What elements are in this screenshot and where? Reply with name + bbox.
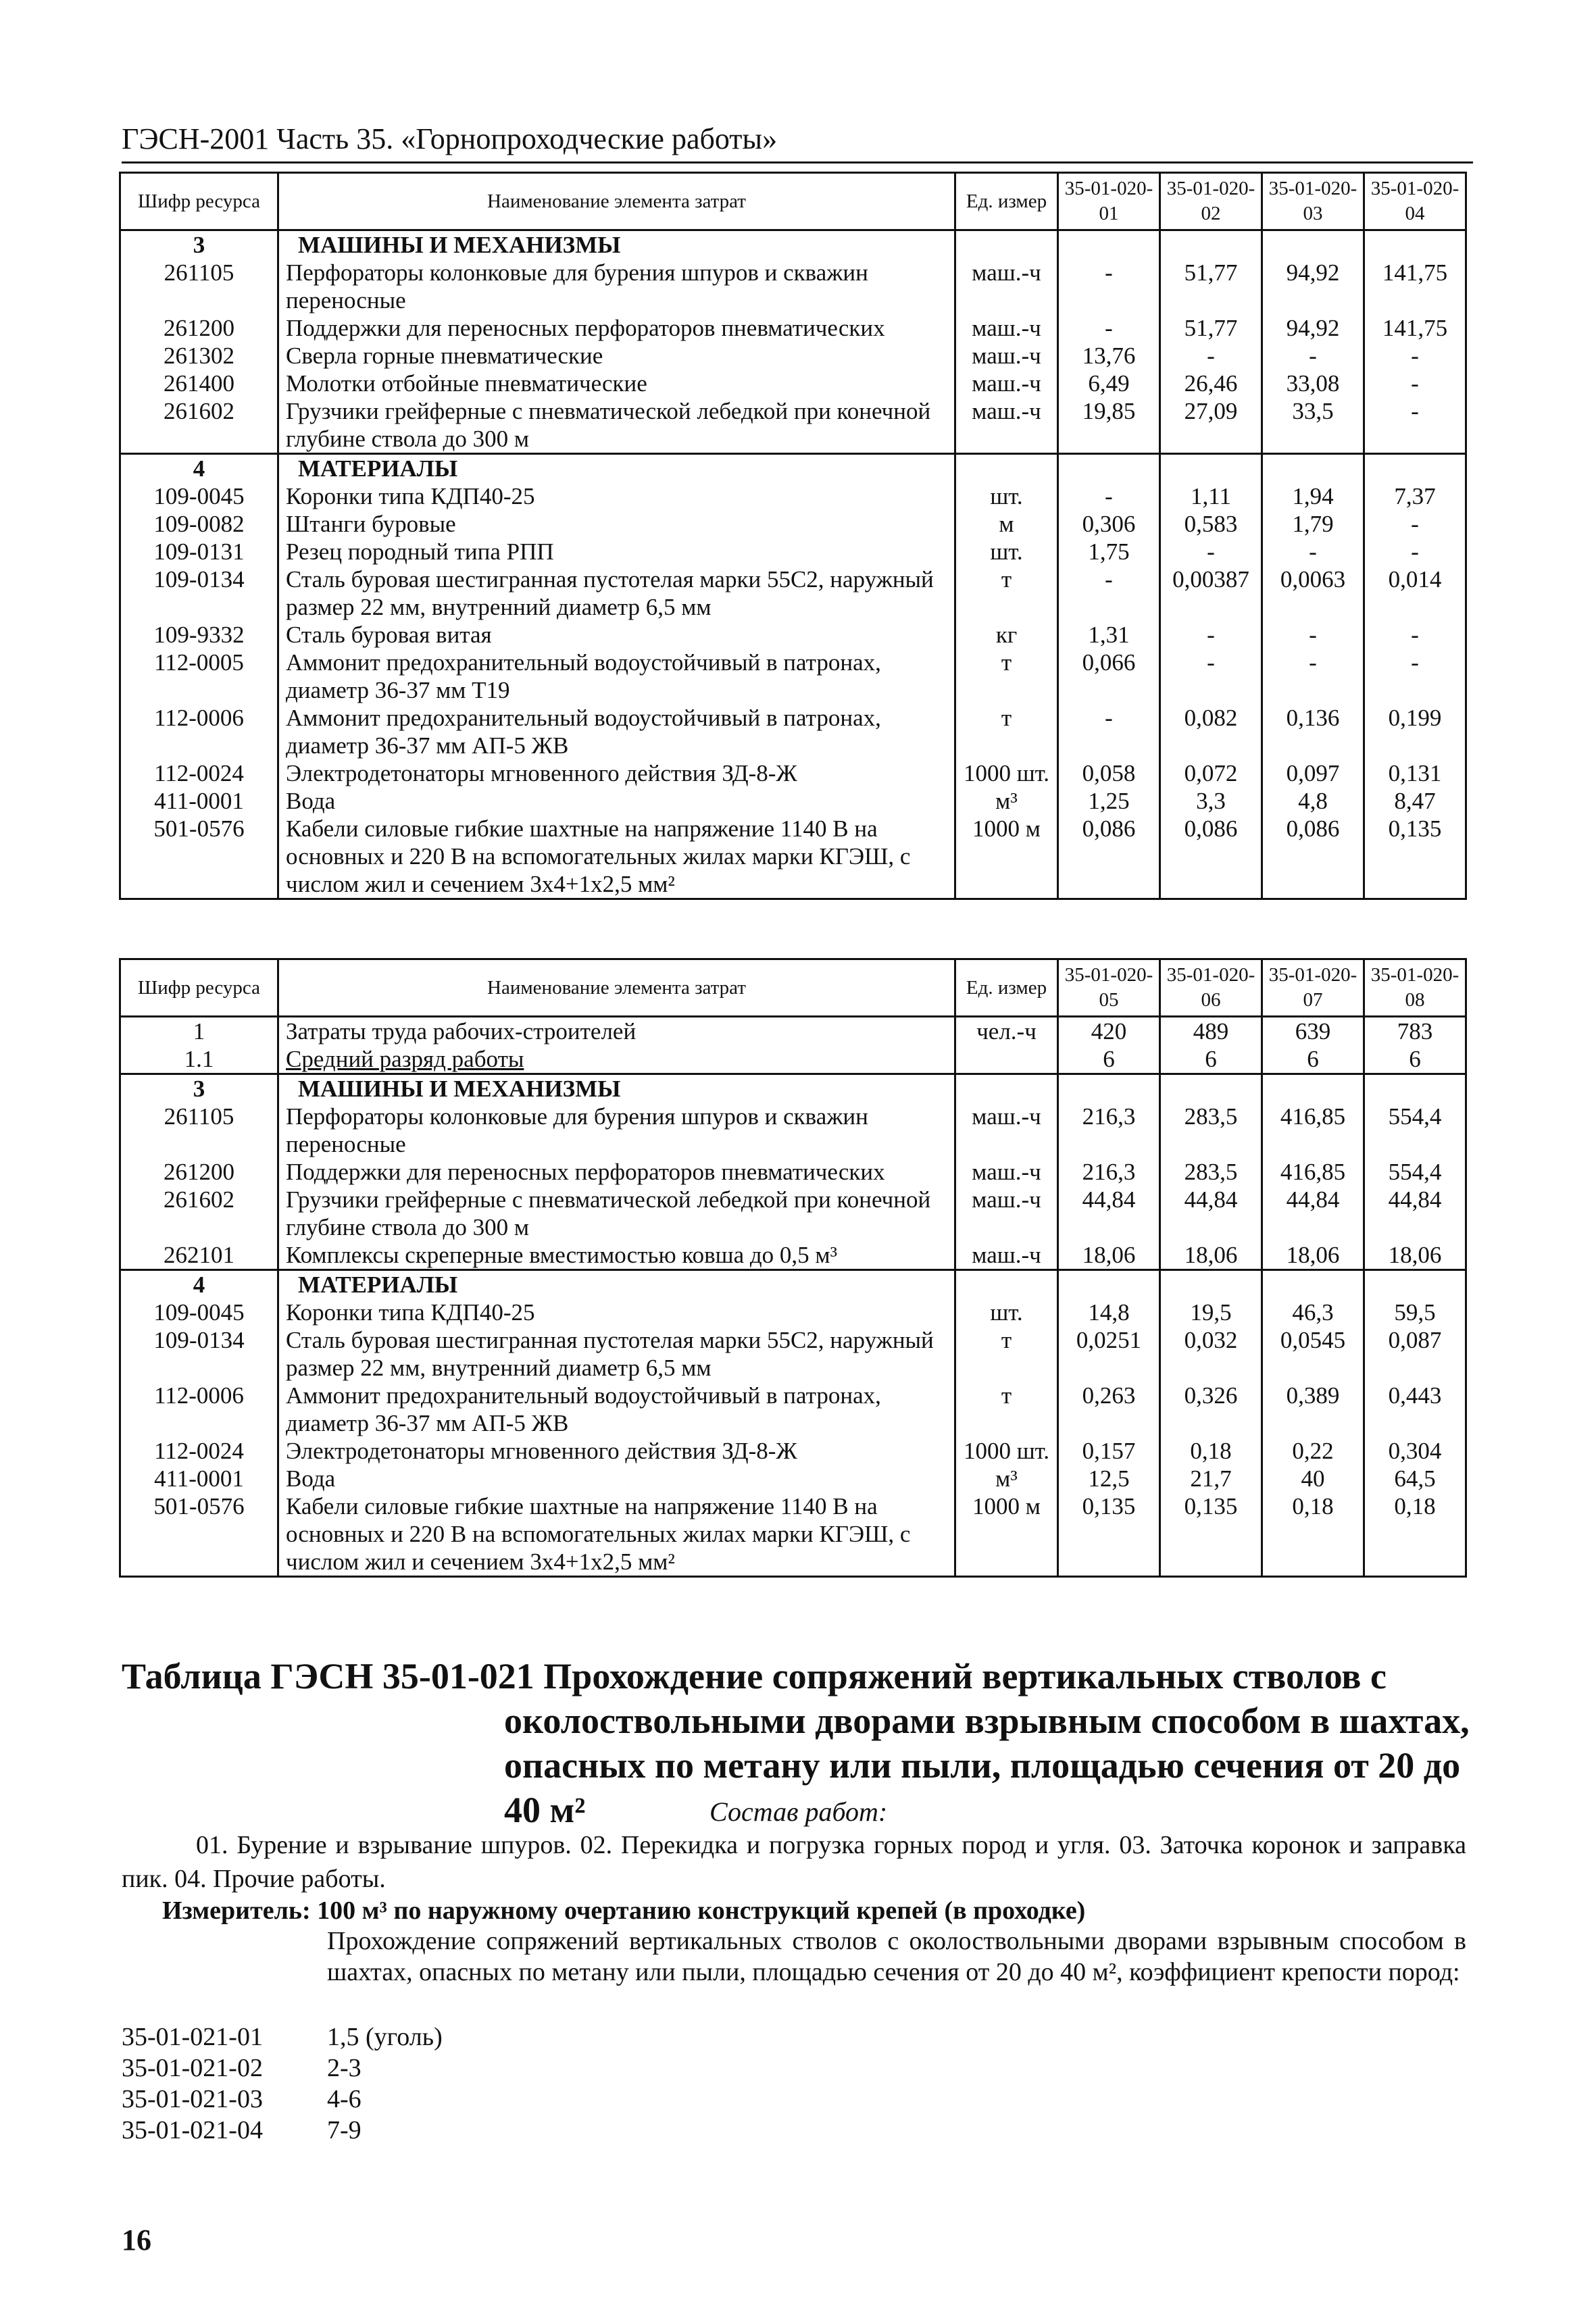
empty-cell [1160,230,1262,259]
empty-cell [955,1270,1058,1299]
resource-value: 44,84 [1160,1186,1262,1241]
resource-name: Вода [278,1465,955,1492]
resource-value: - [1262,621,1364,649]
resource-code: 261105 [120,259,278,314]
table-row [120,621,1466,649]
resource-value: 0,058 [1058,759,1160,787]
resource-code: 261200 [120,314,278,342]
resource-name: Затраты труда рабочих-строителей [278,1017,955,1046]
empty-cell [955,454,1058,483]
norm-code: 35-01-021-02 [122,2054,263,2082]
empty-cell [955,230,1058,259]
section-title: МАШИНЫ И МЕХАНИЗМЫ [278,230,955,259]
table-row [120,1241,1466,1270]
resource-code: 109-0045 [120,1299,278,1326]
table-body [120,230,1466,899]
resource-name: Кабели силовые гибкие шахтные на напряжение 1140 В на основных и 220 В на вспомогательных жилах марки КГЭШ, с числом жил и сечением 3х4+1х2,5 мм² [278,815,955,899]
resource-code: 261105 [120,1103,278,1158]
resource-value: 0,135 [1058,1492,1160,1577]
norm-code: 35-01-021-03 [122,2085,263,2113]
norm-description: Прохождение сопряжений вертикальных стволов с околоствольными дворами взрывным способом в шахтах, опасных по метану или пыли, площадью сечения от 20 до 40 м², коэффициент крепости пород: [327,1927,1466,1986]
resource-value: 3,3 [1160,787,1262,815]
empty-cell [955,1074,1058,1103]
norm-code-row [122,2084,443,2115]
resource-value: 8,47 [1364,787,1466,815]
resource-name: Кабели силовые гибкие шахтные на напряжение 1140 В на основных и 220 В на вспомогательных жилах марки КГЭШ, с числом жил и сечением 3х4+1х2,5 мм² [278,1492,955,1577]
table-header-row [120,959,1466,1017]
table-title-line: Таблица ГЭСН 35-01-021 Прохождение сопряжений вертикальных стволов с [122,1656,1387,1696]
resource-value: - [1364,649,1466,704]
resource-value: 0,304 [1364,1437,1466,1465]
resource-value: 1,79 [1262,510,1364,538]
resource-value: 6 [1364,1045,1466,1074]
resource-value: - [1058,565,1160,621]
resource-value: 0,306 [1058,510,1160,538]
resource-value: 0,583 [1160,510,1262,538]
table-row [120,704,1466,759]
section-row [120,230,1466,259]
resource-value: - [1058,704,1160,759]
resource-unit: маш.-ч [955,397,1058,454]
resource-value: - [1364,538,1466,565]
resource-value: 18,06 [1262,1241,1364,1270]
resource-value: 141,75 [1364,314,1466,342]
resource-value: 0,18 [1262,1492,1364,1577]
resource-value: 0,18 [1160,1437,1262,1465]
empty-cell [1262,1270,1364,1299]
resource-value: 4,8 [1262,787,1364,815]
resource-value: 416,85 [1262,1158,1364,1186]
resource-value: - [1364,370,1466,397]
resource-value: 7,37 [1364,482,1466,510]
resource-value: 0,263 [1058,1382,1160,1437]
header-col: 35-01-020-02 [1160,173,1262,230]
resource-unit: 1000 м [955,815,1058,899]
table-row [120,1465,1466,1492]
resource-value: 14,8 [1058,1299,1160,1326]
resource-value: - [1160,621,1262,649]
resource-value: 94,92 [1262,314,1364,342]
table-row [120,1103,1466,1158]
table-row [120,1437,1466,1465]
resource-value: 0,086 [1262,815,1364,899]
norm-code: 35-01-021-01 [122,2023,263,2051]
resource-unit: маш.-ч [955,259,1058,314]
resource-value: 19,85 [1058,397,1160,454]
resource-name: Молотки отбойные пневматические [278,370,955,397]
resource-name: Перфораторы колонковые для бурения шпуров и скважин переносные [278,1103,955,1158]
section-row [120,1270,1466,1299]
resource-code: 1.1 [120,1045,278,1074]
resource-name: Электродетонаторы мгновенного действия ЗД-8-Ж [278,1437,955,1465]
section-code: 4 [120,1270,278,1299]
header-unit: Ед. измер [955,959,1058,1017]
resource-value: 0,18 [1364,1492,1466,1577]
resource-value: - [1058,314,1160,342]
resource-code: 501-0576 [120,1492,278,1577]
resource-value: - [1364,342,1466,370]
section-row [120,1074,1466,1103]
resource-value: 0,131 [1364,759,1466,787]
resource-value: 141,75 [1364,259,1466,314]
header-code: Шифр ресурса [120,959,278,1017]
resource-value: 0,086 [1058,815,1160,899]
resource-code: 262101 [120,1241,278,1270]
resource-value: - [1364,397,1466,454]
resource-value: 554,4 [1364,1103,1466,1158]
resource-value: 0,326 [1160,1382,1262,1437]
resource-value: 33,5 [1262,397,1364,454]
resource-unit: т [955,649,1058,704]
header-unit: Ед. измер [955,173,1058,230]
resource-name: Средний разряд работы [278,1045,955,1074]
resource-value: - [1160,538,1262,565]
header-col: 35-01-020-07 [1262,959,1364,1017]
resource-value: 0,072 [1160,759,1262,787]
resource-name: Аммонит предохранительный водоустойчивый в патронах, диаметр 36-37 мм АП-5 ЖВ [278,704,955,759]
resource-code: 112-0006 [120,704,278,759]
resource-value: 639 [1262,1017,1364,1046]
header-col: 35-01-020-05 [1058,959,1160,1017]
empty-cell [1262,1074,1364,1103]
resource-value: 0,0251 [1058,1326,1160,1382]
resource-unit: шт. [955,538,1058,565]
header-col: 35-01-020-01 [1058,173,1160,230]
header-col: 35-01-020-03 [1262,173,1364,230]
norm-code-row [122,2115,443,2146]
resource-unit: т [955,565,1058,621]
resource-value: 27,09 [1160,397,1262,454]
resource-value: 489 [1160,1017,1262,1046]
resource-name: Поддержки для переносных перфораторов пневматических [278,1158,955,1186]
table-row [120,1492,1466,1577]
header-name: Наименование элемента затрат [278,173,955,230]
header-col: 35-01-020-04 [1364,173,1466,230]
section-row [120,454,1466,483]
table-row [120,1299,1466,1326]
empty-cell [1262,230,1364,259]
page-number: 16 [122,2223,151,2257]
resource-code: 1 [120,1017,278,1046]
resource-unit: чел.-ч [955,1017,1058,1046]
resource-value: 44,84 [1262,1186,1364,1241]
table-row [120,538,1466,565]
resource-value: - [1058,482,1160,510]
empty-cell [1058,1074,1160,1103]
resource-unit: 1000 шт. [955,759,1058,787]
section-title: МАТЕРИАЛЫ [278,454,955,483]
resource-code: 261602 [120,1186,278,1241]
resource-value: 0,157 [1058,1437,1160,1465]
section-code: 4 [120,454,278,483]
resource-value: 51,77 [1160,314,1262,342]
resource-code: 109-0134 [120,1326,278,1382]
measure-value: 100 м³ по наружному очертанию конструкций крепей (в проходке) [317,1896,1086,1925]
resource-value: 0,087 [1364,1326,1466,1382]
table-row [120,759,1466,787]
resource-code: 112-0024 [120,759,278,787]
resource-value: 1,94 [1262,482,1364,510]
norm-code-list [122,2021,443,2146]
resource-table-1 [119,172,1467,900]
resource-value: 0,135 [1364,815,1466,899]
resource-value: 44,84 [1364,1186,1466,1241]
section-code: 3 [120,230,278,259]
empty-cell [1160,454,1262,483]
resource-value: 0,22 [1262,1437,1364,1465]
resource-code: 109-9332 [120,621,278,649]
table-row [120,565,1466,621]
resource-code: 109-0082 [120,510,278,538]
norm-code-value: 4-6 [327,2085,361,2113]
empty-cell [1364,230,1466,259]
empty-cell [1058,454,1160,483]
resource-unit: т [955,1326,1058,1382]
resource-unit: маш.-ч [955,1158,1058,1186]
empty-cell [1364,1270,1466,1299]
resource-value: - [1058,259,1160,314]
resource-value: 51,77 [1160,259,1262,314]
empty-cell [1160,1270,1262,1299]
resource-code: 411-0001 [120,1465,278,1492]
resource-value: 6 [1160,1045,1262,1074]
resource-name: Вода [278,787,955,815]
norm-code-row [122,2053,443,2084]
table-row [120,1017,1466,1046]
table-row [120,1186,1466,1241]
resource-value: - [1262,649,1364,704]
resource-value: 40 [1262,1465,1364,1492]
resource-value: 12,5 [1058,1465,1160,1492]
resource-code: 261602 [120,397,278,454]
norm-code-value: 2-3 [327,2054,361,2082]
resource-value: 6 [1262,1045,1364,1074]
norm-code: 35-01-021-04 [122,2116,263,2144]
resource-value: 0,082 [1160,704,1262,759]
resource-value: 783 [1364,1017,1466,1046]
resource-value: 0,443 [1364,1382,1466,1437]
table-row [120,342,1466,370]
resource-unit: т [955,704,1058,759]
resource-value: 0,00387 [1160,565,1262,621]
table-header-row [120,173,1466,230]
resource-name: Комплексы скреперные вместимостью ковша до 0,5 м³ [278,1241,955,1270]
table-body [120,1017,1466,1577]
table-row [120,314,1466,342]
table-row [120,815,1466,899]
norm-code-value: 1,5 (уголь) [327,2023,443,2051]
table-row [120,787,1466,815]
resource-unit: маш.-ч [955,1241,1058,1270]
resource-value: 0,086 [1160,815,1262,899]
section-title: МАШИНЫ И МЕХАНИЗМЫ [278,1074,955,1103]
resource-value: - [1262,538,1364,565]
table-row [120,1158,1466,1186]
resource-value: 283,5 [1160,1158,1262,1186]
measure-label: Измеритель: [162,1896,311,1925]
table-row [120,1382,1466,1437]
header-col: 35-01-020-08 [1364,959,1466,1017]
header-col: 35-01-020-06 [1160,959,1262,1017]
empty-cell [1364,454,1466,483]
section-title: МАТЕРИАЛЫ [278,1270,955,1299]
resource-code: 112-0006 [120,1382,278,1437]
empty-cell [1160,1074,1262,1103]
table-row [120,482,1466,510]
resource-value: 18,06 [1160,1241,1262,1270]
table-row [120,1326,1466,1382]
resource-unit: т [955,1382,1058,1437]
resource-value: 1,11 [1160,482,1262,510]
empty-cell [1262,454,1364,483]
resource-value: 1,31 [1058,621,1160,649]
resource-value: - [1364,510,1466,538]
resource-name: Электродетонаторы мгновенного действия ЗД-8-Ж [278,759,955,787]
resource-unit: маш.-ч [955,1103,1058,1158]
resource-value: 13,76 [1058,342,1160,370]
resource-value: 94,92 [1262,259,1364,314]
resource-value: - [1262,342,1364,370]
resource-value: - [1364,621,1466,649]
resource-unit: маш.-ч [955,314,1058,342]
resource-value: 0,135 [1160,1492,1262,1577]
resource-code: 261400 [120,370,278,397]
table-row [120,370,1466,397]
resource-value: - [1160,342,1262,370]
resource-unit: маш.-ч [955,370,1058,397]
resource-value: 1,75 [1058,538,1160,565]
resource-value: 420 [1058,1017,1160,1046]
resource-value: 46,3 [1262,1299,1364,1326]
resource-unit: маш.-ч [955,342,1058,370]
resource-value: 0,066 [1058,649,1160,704]
resource-value: 0,199 [1364,704,1466,759]
header-code: Шифр ресурса [120,173,278,230]
resource-value: - [1160,649,1262,704]
resource-value: 26,46 [1160,370,1262,397]
resource-value: 0,0545 [1262,1326,1364,1382]
resource-value: 64,5 [1364,1465,1466,1492]
table-row [120,259,1466,314]
table-row [120,649,1466,704]
resource-unit: 1000 м [955,1492,1058,1577]
resource-unit: кг [955,621,1058,649]
resource-value: 21,7 [1160,1465,1262,1492]
resource-name: Перфораторы колонковые для бурения шпуров и скважин переносные [278,259,955,314]
work-composition-text: 01. Бурение и взрывание шпуров. 02. Перекидка и погрузка горных пород и угля. 03. Заточка коронок и заправка пик. 04. Прочие работы. [122,1831,1466,1893]
resource-value: 0,389 [1262,1382,1364,1437]
table-title-line: околоствольными дворами взрывным способом в шахтах, [504,1701,1470,1741]
resource-name: Грузчики грейферные с пневматической лебедкой при конечной глубине ствола до 300 м [278,1186,955,1241]
empty-cell [1058,1270,1160,1299]
resource-value: 0,136 [1262,704,1364,759]
resource-code: 112-0005 [120,649,278,704]
resource-table-2 [119,958,1467,1578]
work-composition-label: Состав работ: [709,1796,888,1827]
table-title-line: опасных по метану или пыли, площадью сечения от 20 до 40 м² [504,1745,1461,1830]
resource-unit [955,1045,1058,1074]
table-row [120,510,1466,538]
resource-unit: м³ [955,1465,1058,1492]
resource-code: 112-0024 [120,1437,278,1465]
resource-value: 216,3 [1058,1158,1160,1186]
resource-value: 554,4 [1364,1158,1466,1186]
resource-value: 0,032 [1160,1326,1262,1382]
table-row [120,397,1466,454]
resource-code: 261200 [120,1158,278,1186]
page-header: ГЭСН-2001 Часть 35. «Горнопроходческие работы» [122,122,1473,164]
resource-value: 44,84 [1058,1186,1160,1241]
empty-cell [1058,230,1160,259]
resource-name: Сталь буровая шестигранная пустотелая марки 55С2, наружный размер 22 мм, внутренний диаметр 6,5 мм [278,565,955,621]
resource-name: Сверла горные пневматические [278,342,955,370]
resource-unit: 1000 шт. [955,1437,1058,1465]
resource-value: 0,097 [1262,759,1364,787]
resource-value: 1,25 [1058,787,1160,815]
empty-cell [1364,1074,1466,1103]
resource-code: 261302 [120,342,278,370]
resource-value: 216,3 [1058,1103,1160,1158]
resource-unit: м³ [955,787,1058,815]
resource-code: 109-0134 [120,565,278,621]
resource-unit: шт. [955,1299,1058,1326]
resource-unit: маш.-ч [955,1186,1058,1241]
resource-name: Аммонит предохранительный водоустойчивый в патронах, диаметр 36-37 мм АП-5 ЖВ [278,1382,955,1437]
resource-name: Штанги буровые [278,510,955,538]
resource-value: 18,06 [1058,1241,1160,1270]
resource-name: Грузчики грейферные с пневматической лебедкой при конечной глубине ствола до 300 м [278,397,955,454]
resource-unit: м [955,510,1058,538]
section-code: 3 [120,1074,278,1103]
resource-value: 59,5 [1364,1299,1466,1326]
resource-name: Поддержки для переносных перфораторов пневматических [278,314,955,342]
resource-value: 18,06 [1364,1241,1466,1270]
resource-value: 0,014 [1364,565,1466,621]
resource-value: 6,49 [1058,370,1160,397]
resource-value: 6 [1058,1045,1160,1074]
resource-name: Сталь буровая витая [278,621,955,649]
norm-code-value: 7-9 [327,2116,361,2144]
resource-value: 33,08 [1262,370,1364,397]
resource-value: 19,5 [1160,1299,1262,1326]
resource-name: Коронки типа КДП40-25 [278,482,955,510]
resource-code: 411-0001 [120,787,278,815]
header-name: Наименование элемента затрат [278,959,955,1017]
resource-value: 283,5 [1160,1103,1262,1158]
resource-unit: шт. [955,482,1058,510]
norm-code-row [122,2021,443,2053]
resource-name: Коронки типа КДП40-25 [278,1299,955,1326]
resource-value: 0,0063 [1262,565,1364,621]
resource-code: 109-0131 [120,538,278,565]
resource-name: Аммонит предохранительный водоустойчивый в патронах, диаметр 36-37 мм Т19 [278,649,955,704]
resource-value: 416,85 [1262,1103,1364,1158]
resource-code: 501-0576 [120,815,278,899]
resource-code: 109-0045 [120,482,278,510]
table-row [120,1045,1466,1074]
measure-line [162,1896,1085,1926]
resource-name: Резец породный типа РПП [278,538,955,565]
resource-name: Сталь буровая шестигранная пустотелая марки 55С2, наружный размер 22 мм, внутренний диаметр 6,5 мм [278,1326,955,1382]
